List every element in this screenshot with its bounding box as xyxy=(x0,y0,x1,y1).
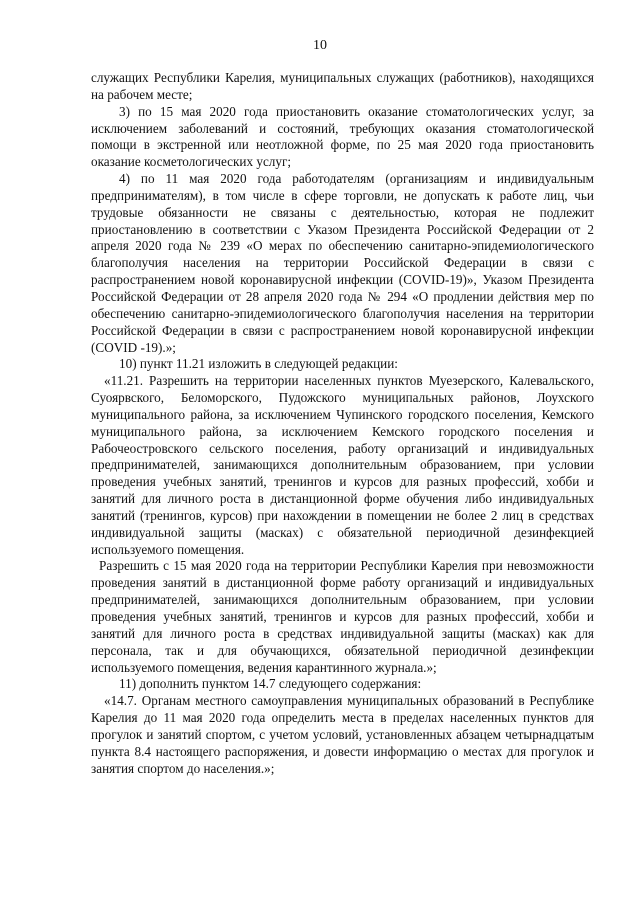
paragraph: 3) по 15 мая 2020 года приостановить оказание стоматологических услуг, за исключением заболеваний и состояний, требующих оказания стоматологической помощи в экстренной или неотложной форме, по 25 мая 2020 года приостановить оказание косметологических услуг; xyxy=(91,103,594,170)
paragraph: 10) пункт 11.21 изложить в следующей редакции: xyxy=(119,356,398,372)
paragraph: 11) дополнить пунктом 14.7 следующего содержания: xyxy=(119,676,422,692)
paragraph: «14.7. Органам местного самоуправления муниципальных образований в Республике Карелия до 11 мая 2020 года определить места в пределах населенных пунктов для прогулок и занятий спортом, с учетом условий, установленных абзацем четырнадцатым пункта 8.4 настоящего распоряжения, и довести информацию о местах для прогулок и занятия спортом до населения.»; xyxy=(91,693,594,776)
page-number: 10 xyxy=(313,38,327,53)
paragraph: Разрешить с 15 мая 2020 года на территории Республики Карелия при невозможности проведения занятий в дистанционной форме работу организаций и индивидуальных предпринимателей, занимающихся дополнительным образованием, при условии проведения учебных занятий, тренингов и курсов для разных профессий, хобби и занятий для личного роста в средствах индивидуальной защиты (масках) как для персонала, так и для обучающихся, обязательной периодичной дезинфекции используемого помещения, ведения карантинного журнала.»; xyxy=(91,558,594,675)
paragraph: 4) по 11 мая 2020 года работодателям (организациям и индивидуальным предпринимателям), в том числе в сфере торговли, не допускать к работе лиц, чьи трудовые обязанности не связаны с деятельностью, которая не подлежит приостановлению в соответствии с Указом Президента Российской Федерации от 2 апреля 2020 года № 239 «О мерах по обеспечению санитарно-эпидемиологического благополучия населения на территории Российской Федерации в связи с распространением новой коронавирусной инфекции (COVID-19)», Указом Президента Российской Федерации от 28 апреля 2020 года № 294 «О продлении действия мер по обеспечению санитарно-эпидемиологического благополучия населения на территории Российской Федерации в связи с распространением новой коронавирусной инфекции (COVID -19).»; xyxy=(91,171,594,355)
document-body xyxy=(91,70,594,777)
paragraph: служащих Республики Карелия, муниципальных служащих (работников), находящихся на рабочем месте; xyxy=(91,70,594,102)
paragraph: «11.21. Разрешить на территории населенных пунктов Муезерского, Калевальского, Суоярвского, Беломорского, Пудожского муниципальных районов, Лоухского муниципального района, за исключением Чупинского городского поселения, Кемского муниципального района, за исключением Кемского городского поселения и Рабочеостровского сельского поселения, работу организаций и индивидуальных предпринимателей, занимающихся дополнительным образованием, при условии проведения учебных занятий, тренингов и курсов для разных профессий, хобби и занятий для личного роста в дистанционной форме обучения либо индивидуальных занятий (тренингов, курсов) при нахождении в помещении не более 2 лиц в средствах индивидуальной защиты (масках) с обязательной периодичной дезинфекцией используемого помещения. xyxy=(91,373,594,557)
